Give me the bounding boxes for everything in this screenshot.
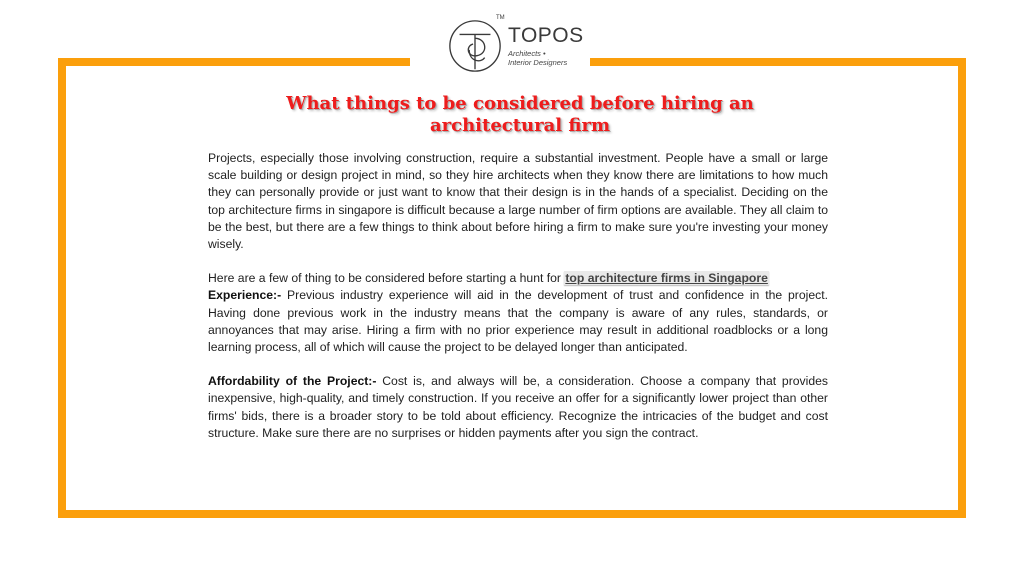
logo-name: TOPOS [508,23,584,47]
affordability-paragraph [208,373,828,442]
experience-paragraph [208,287,828,356]
architecture-firms-link[interactable]: top architecture firms in Singapore [565,271,768,286]
article-title-line2: architectural firm [429,115,611,136]
experience-label: Experience:- [208,288,282,303]
paragraph-spacer [208,356,828,373]
logo-subtitle-line2: Interior Designers [508,58,568,67]
topos-logo-mark-icon [446,17,504,75]
affordability-label: Affordability of the Project:- [208,374,377,389]
experience-text: Previous industry experience will aid in the development of trust and confidence in the project. Having done previous work in the industry means that the company is aware of any rules, standards, or annoyances that may arise. Hiring a firm with no prior experience may result in additional roadblocks or a long learning process, all of which will cause the project to be delayed longer than anticipated. [208,288,828,355]
intro-paragraph: Projects, especially those involving construction, require a substantial investment. People have a small or large scale building or design project in mind, so they hire architects when they know there are limitations to how much they can personally provide or just want to know that their design is in the hands of a specialist. Deciding on the top architecture firms in singapore is difficult because a large number of firm options are available. They all claim to be the best, but there are a few things to think about before hiring a firm to make sure you're investing your money wisely. [208,151,828,252]
lead-paragraph [208,270,828,287]
logo-subtitle [508,49,584,68]
logo-trademark: TM [496,15,505,21]
article-body [208,150,828,442]
article-title-line1: What things to be considered before hiring an [286,93,754,114]
article-title [200,93,840,137]
lead-text: Here are a few of thing to be considered before starting a hunt for [208,271,565,286]
paragraph-spacer [208,253,828,270]
affordability-text: Cost is, and always will be, a consideration. Choose a company that provides inexpensive, high-quality, and timely construction. If you receive an offer for a significantly lower project than other firms' bids, there is a broader story to be told about efficiency. Recognize the intricacies of the budget and cost structure. Make sure there are no surprises or hidden payments after you sign the contract. [208,374,828,440]
topos-logo[interactable] [410,14,590,78]
logo-subtitle-line1: Architects • [508,48,546,58]
logo-text [508,25,584,68]
